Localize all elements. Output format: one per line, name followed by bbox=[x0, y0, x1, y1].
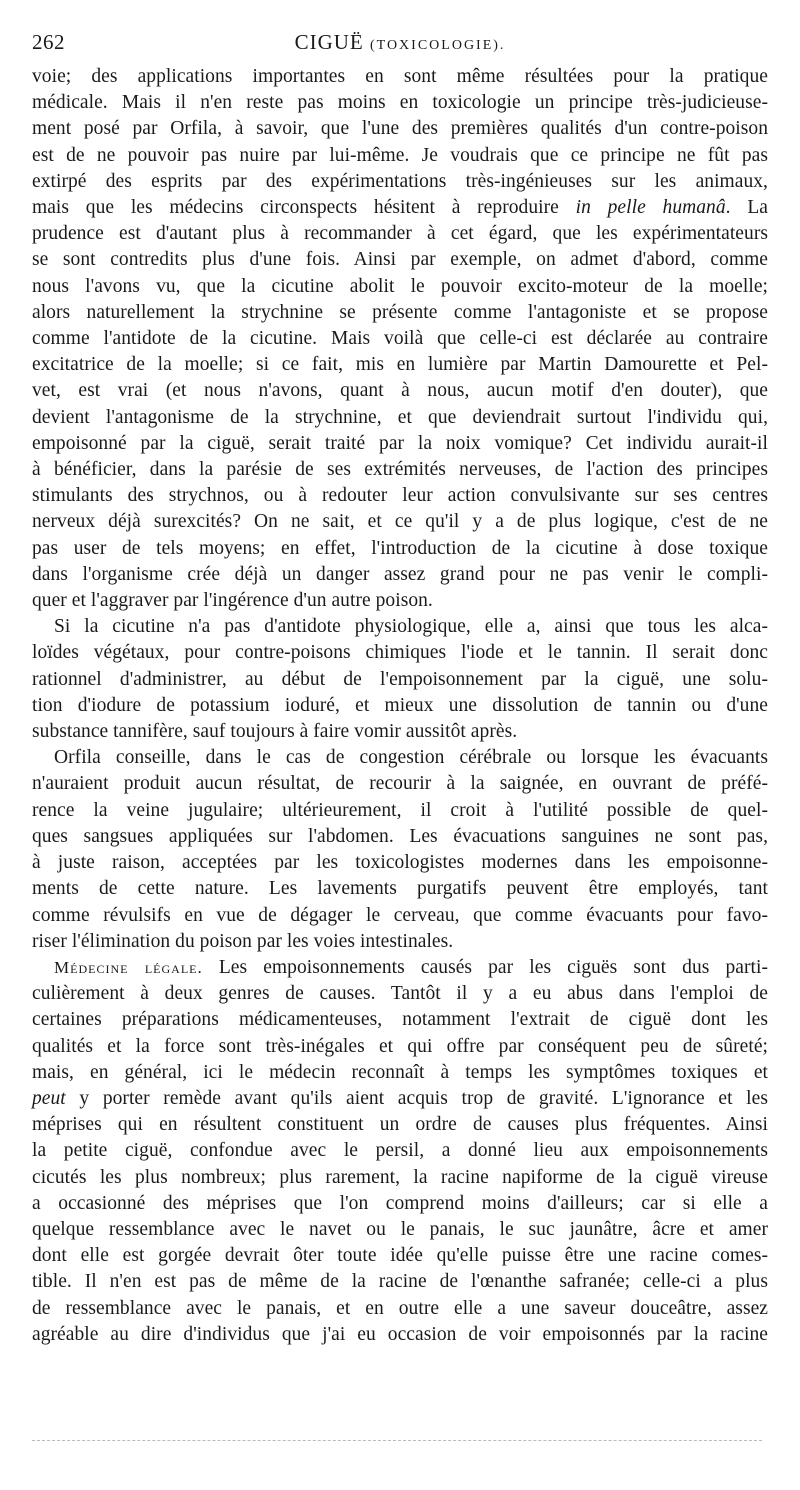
text-line: prudence est d'autant plus à recommander à cet égard, que les expérimentateurs bbox=[32, 223, 768, 245]
page-number: 262 bbox=[32, 30, 65, 54]
book-page bbox=[32, 26, 768, 1348]
text-line: tion d'iodure de potassium ioduré, et mieux une dissolution de tannin ou d'une bbox=[32, 694, 768, 716]
text-line: Orfila conseille, dans le cas de congestion cérébrale ou lorsque les évacuants bbox=[54, 747, 768, 769]
running-title-subtitle: (TOXICOLOGIE). bbox=[369, 38, 506, 53]
text-line: riser l'élimination du poison par les voies intestinales. bbox=[32, 930, 454, 952]
paragraph-3 bbox=[32, 745, 768, 955]
text-line: qualités et la force sont très-inégales et qui offre par conséquent peu de sûreté; bbox=[32, 1035, 768, 1057]
text-line: pas user de tels moyens; en effet, l'introduction de la cicutine à dose toxique bbox=[32, 537, 768, 559]
text-line: nous l'avons vu, que la cicutine abolit le pouvoir excito-moteur de la moelle; bbox=[32, 275, 768, 297]
footer-rule bbox=[32, 1440, 762, 1441]
text-line: méprises qui en résultent constituent un ordre de causes plus fréquentes. Ainsi bbox=[32, 1114, 768, 1136]
text-line: est de ne pouvoir pas nuire par lui-même. Je voudrais que ce principe ne fût pas bbox=[32, 144, 768, 166]
text-line: certaines préparations médicamenteuses, notamment l'extrait de ciguë dont les bbox=[32, 1009, 768, 1031]
text-line: dans l'organisme crée déjà un danger assez grand pour ne pas venir le compli- bbox=[32, 563, 768, 585]
text-line: ments de cette nature. Les lavements purgatifs peuvent être employés, tant bbox=[32, 878, 768, 900]
text-line-with-italic bbox=[32, 195, 768, 221]
paragraph-1 bbox=[32, 64, 768, 614]
text-line: médicale. Mais il n'en reste pas moins en toxicologie un principe très-judicieuse- bbox=[32, 92, 768, 114]
text-line: mais, en général, ici le médecin reconnaît à temps les symptômes toxiques et bbox=[32, 1061, 768, 1083]
text-line: la petite ciguë, confondue avec le persil, a donné lieu aux empoisonnements bbox=[32, 1140, 768, 1162]
text-line: tible. Il n'en est pas de même de la racine de l'œnanthe safranée; celle-ci a plus bbox=[32, 1271, 768, 1293]
paragraph-2 bbox=[32, 614, 768, 745]
text-line: alors naturellement la strychnine se présente comme l'antagoniste et se propose bbox=[32, 301, 768, 323]
text-line: agréable au dire d'individus que j'ai eu occasion de voir empoisonnés par la racine bbox=[32, 1323, 768, 1345]
running-title bbox=[32, 30, 768, 55]
text-line: comme révulsifs en vue de dégager le cerveau, que comme évacuants pour favo- bbox=[32, 904, 768, 926]
section-heading-medecine-legale: Médecine légale. bbox=[54, 957, 203, 977]
italic-phrase: in pelle humanâ bbox=[575, 197, 726, 219]
text-line: vet, est vrai (et nous n'avons, quant à nous, aucun motif d'en douter), que bbox=[32, 380, 768, 402]
text-line: rence la veine jugulaire; ultérieurement, il croit à l'utilité possible de quel- bbox=[32, 799, 768, 821]
text-line: voie; des applications importantes en sont même résultées pour la pratique bbox=[32, 66, 768, 87]
page-header bbox=[32, 26, 768, 64]
text-line-with-italic bbox=[32, 1086, 768, 1112]
text-line: se sont contredits plus d'une fois. Ainsi par exemple, on admet d'abord, comme bbox=[32, 249, 768, 271]
text-line: substance tannifère, sauf toujours à faire vomir aussitôt après. bbox=[32, 721, 518, 743]
text-line: à juste raison, acceptées par les toxicologistes modernes dans les empoisonne- bbox=[32, 852, 768, 874]
running-title-main: CIGUË bbox=[294, 30, 364, 54]
body-text bbox=[32, 64, 768, 1348]
text-line: loïdes végétaux, pour contre-poisons chimiques l'iode et le tannin. Il serait donc bbox=[32, 642, 768, 664]
text-line: quer et l'aggraver par l'ingérence d'un autre poison. bbox=[32, 590, 433, 612]
text-line: nerveux déjà surexcités? On ne sait, et ce qu'il y a de plus logique, c'est de ne bbox=[32, 511, 768, 533]
text-line: rationnel d'administrer, au début de l'empoisonnement par la ciguë, une solu- bbox=[32, 668, 768, 690]
text-line: a occasionné des méprises que l'on comprend moins d'ailleurs; car si elle a bbox=[32, 1192, 768, 1214]
text-line: comme l'antidote de la cicutine. Mais voilà que celle-ci est déclarée au contraire bbox=[32, 328, 768, 350]
text-line-with-heading bbox=[32, 955, 768, 981]
text-line: ment posé par Orfila, à savoir, que l'une des premières qualités d'un contre-poison bbox=[32, 118, 768, 140]
text-line: ques sangsues appliquées sur l'abdomen. Les évacuations sanguines ne sont pas, bbox=[32, 825, 768, 847]
text-line: stimulants des strychnos, ou à redouter leur action convulsivante sur ses centres bbox=[32, 485, 768, 507]
text-line: Si la cicutine n'a pas d'antidote physiologique, elle a, ainsi que tous les alca- bbox=[54, 616, 768, 638]
text-line: empoisonné par la ciguë, serait traité par la noix vomique? Cet individu aurait-il bbox=[32, 432, 768, 454]
text-line: extirpé des esprits par des expérimentations très-ingénieuses sur les animaux, bbox=[32, 170, 768, 192]
text-line: de ressemblance avec le panais, et en outre elle a une saveur douceâtre, assez bbox=[32, 1297, 768, 1319]
text-line: culièrement à deux genres de causes. Tantôt il y a eu abus dans l'emploi de bbox=[32, 983, 768, 1005]
text-line: excitatrice de la moelle; si ce fait, mis en lumière par Martin Damourette et Pel- bbox=[32, 354, 768, 376]
text-line: devient l'antagonisme de la strychnine, et que deviendrait surtout l'individu qui, bbox=[32, 406, 768, 428]
text-line: quelque ressemblance avec le navet ou le panais, le suc jaunâtre, âcre et amer bbox=[32, 1218, 768, 1240]
text-segment: y porter remède avant qu'ils aient acquis trop de gravité. L'ignorance et les bbox=[65, 1087, 768, 1109]
paragraph-4 bbox=[32, 955, 768, 1348]
text-segment: Les empoisonnements causés par les ciguës sont dus parti- bbox=[202, 956, 768, 978]
italic-word: peut bbox=[32, 1087, 66, 1109]
text-line: cicutés les plus nombreux; plus rarement, la racine napiforme de la ciguë vireuse bbox=[32, 1166, 768, 1188]
text-line: n'auraient produit aucun résultat, de recourir à la saignée, en ouvrant de préfé- bbox=[32, 773, 768, 795]
text-segment: mais que les médecins circonspects hésitent à reproduire bbox=[32, 197, 576, 219]
text-line: à bénéficier, dans la parésie de ses extrémités nerveuses, de l'action des principes bbox=[32, 459, 768, 481]
text-line: dont elle est gorgée devrait ôter toute idée qu'elle puisse être une racine comes- bbox=[32, 1245, 768, 1267]
text-segment: . La bbox=[725, 197, 768, 219]
